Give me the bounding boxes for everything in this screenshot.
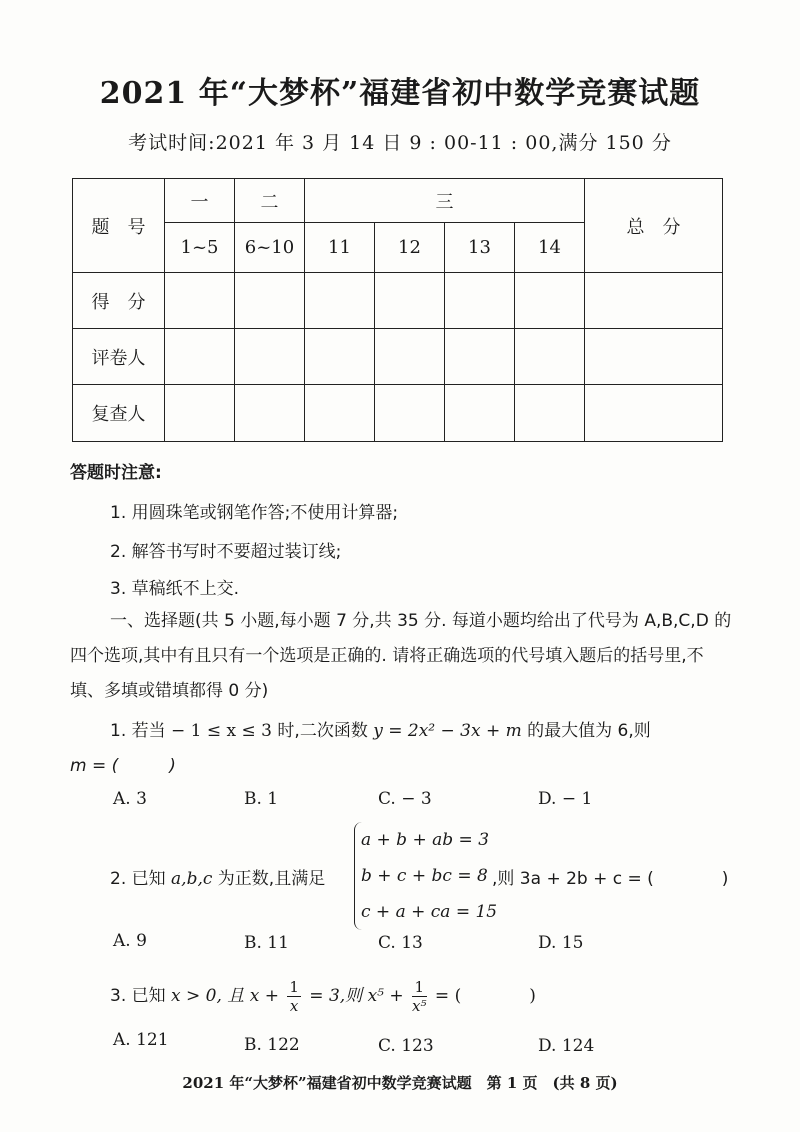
q3-option-c: C. 123	[378, 1036, 434, 1056]
notice-heading: 答题时注意:	[70, 463, 162, 483]
notice-item: 3. 草稿纸不上交.	[110, 579, 240, 599]
section1-instructions: 一、选择题(共 5 小题,每小题 7 分,共 35 分. 每道小题均给出了代号为 A,B,C,D 的四个选项,其中有且只有一个选项是正确的. 请将正确选项的代号填入题后的括号里,不填、多填或错填都得 0 分)	[70, 611, 732, 701]
q1-option-d: D. − 1	[538, 789, 593, 809]
fraction: $\frac{1}{\text{x⁵}}$	[412, 977, 427, 1015]
score-cell	[585, 273, 723, 329]
sub-header: 13	[445, 223, 515, 273]
score-cell	[445, 273, 515, 329]
sub-header: 1~5	[165, 223, 235, 273]
q1-option-a: A. 3	[113, 789, 147, 809]
sub-header: 12	[375, 223, 445, 273]
row-label-score: 得 分	[73, 273, 165, 329]
row-label-grader: 评卷人	[73, 329, 165, 385]
score-cell	[305, 329, 375, 385]
equation: c + a + ca = 15	[361, 902, 498, 922]
row-header-question-number: 题 号	[73, 179, 165, 273]
equation: a + b + ab = 3	[361, 830, 490, 850]
score-cell	[305, 273, 375, 329]
score-cell	[515, 329, 585, 385]
score-cell	[165, 385, 235, 442]
question-2-ask: ,则 3a + 2b + c = ( )	[492, 869, 729, 889]
score-cell	[165, 273, 235, 329]
sub-header: 6~10	[235, 223, 305, 273]
fraction: $\frac{1}{x}$	[289, 977, 299, 1015]
score-cell	[375, 329, 445, 385]
q2-option-c: C. 13	[378, 933, 423, 953]
section-header-1: 一	[165, 179, 235, 223]
q2-option-a: A. 9	[113, 931, 147, 951]
score-cell	[585, 329, 723, 385]
question-2: 2. 已知 a,b,c 为正数,且满足	[110, 869, 326, 889]
score-cell	[445, 385, 515, 442]
question-3: 3. 已知 x > 0, 且 x + $\frac{1}{x}$ = 3,则 x⁵ + $\frac{1}{\text{x⁵}}$ = ( )	[110, 977, 536, 1015]
q3-option-d: D. 124	[538, 1036, 595, 1056]
section-header-3: 三	[305, 179, 585, 223]
equation: b + c + bc = 8	[361, 866, 488, 886]
q2-option-b: B. 11	[244, 933, 289, 953]
score-cell	[515, 273, 585, 329]
section-header-2: 二	[235, 179, 305, 223]
question-1-blank: m = ( )	[70, 756, 176, 776]
score-cell	[235, 273, 305, 329]
total-score-header: 总 分	[585, 179, 723, 273]
exam-title: 2021 年“大梦杯”福建省初中数学竞赛试题	[99, 76, 701, 111]
score-cell	[445, 329, 515, 385]
score-cell	[235, 385, 305, 442]
score-cell	[375, 273, 445, 329]
score-cell	[235, 329, 305, 385]
score-cell	[375, 385, 445, 442]
q1-option-b: B. 1	[244, 789, 279, 809]
score-cell	[585, 385, 723, 442]
q2-option-d: D. 15	[538, 933, 584, 953]
equation-system	[354, 822, 497, 930]
row-label-reviewer: 复查人	[73, 385, 165, 442]
score-cell	[515, 385, 585, 442]
notice-item: 1. 用圆珠笔或钢笔作答;不使用计算器;	[110, 503, 399, 523]
score-cell	[165, 329, 235, 385]
score-cell	[305, 385, 375, 442]
q3-option-a: A. 121	[113, 1030, 169, 1050]
q3-option-b: B. 122	[244, 1035, 300, 1055]
notice-item: 2. 解答书写时不要超过装订线;	[110, 542, 342, 562]
exam-time: 考试时间:2021 年 3 月 14 日 9 : 00-11 : 00,满分 150 分	[128, 132, 672, 154]
sub-header: 11	[305, 223, 375, 273]
question-1: 1. 若当 − 1 ≤ x ≤ 3 时,二次函数 y = 2x² − 3x + m 的最大值为 6,则	[110, 721, 651, 741]
page-footer: 2021 年“大梦杯”福建省初中数学竞赛试题 第 1 页 (共 8 页)	[182, 1074, 618, 1092]
sub-header: 14	[515, 223, 585, 273]
q1-option-c: C. − 3	[378, 789, 432, 809]
score-table	[72, 178, 723, 442]
